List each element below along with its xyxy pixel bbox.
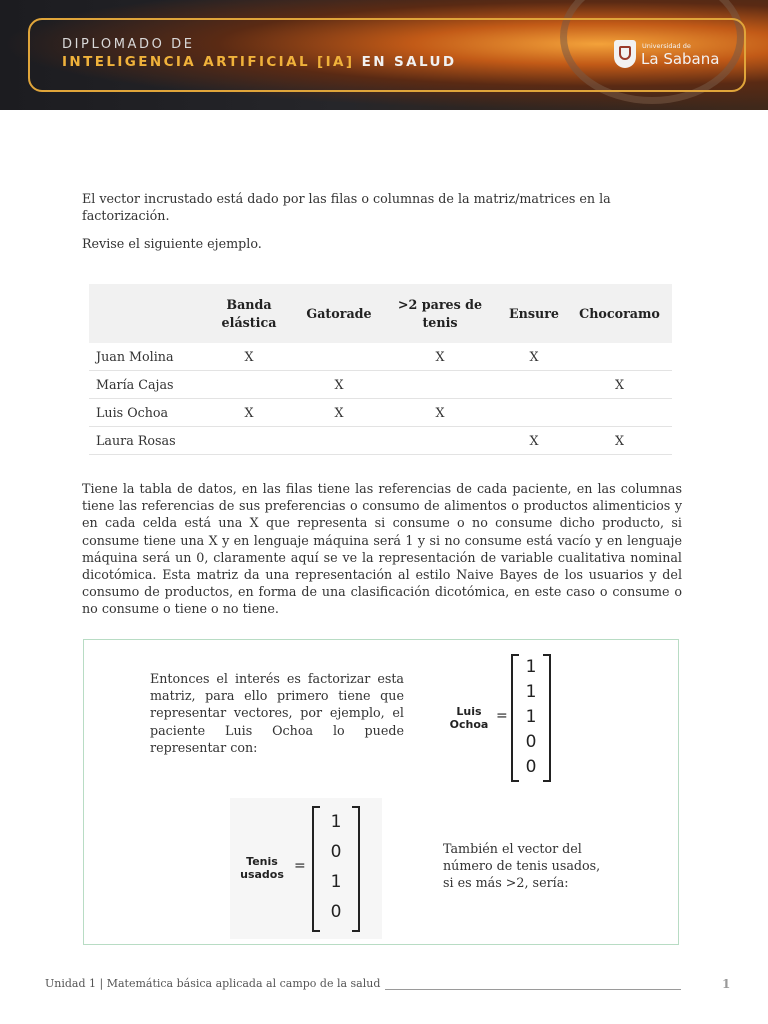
table-row: [89, 371, 672, 399]
vector-label-line2: Ochoa: [449, 718, 489, 731]
patient-name: María Cajas: [89, 371, 199, 399]
table-header-cell: Chocoramo: [567, 284, 672, 343]
banner-title-line2: [62, 54, 456, 70]
box-text-tenis: También el vector del número de tenis usados, si es más >2, sería:: [443, 841, 601, 891]
equals-sign: =: [294, 858, 306, 874]
consumption-table: [89, 284, 672, 455]
table-cell: [567, 343, 672, 371]
footer-divider: [385, 989, 681, 990]
tenis-usados-vector: [234, 806, 374, 934]
example-box: [83, 639, 679, 945]
page-number: 1: [722, 977, 731, 991]
vector-value: 0: [330, 902, 342, 922]
banner-title-line1: DIPLOMADO DE: [62, 37, 195, 52]
table-cell: X: [379, 399, 501, 427]
logo-big-text: La Sabana: [641, 50, 720, 68]
table-cell: X: [567, 427, 672, 455]
vector-label: [234, 855, 290, 881]
left-bracket: [312, 806, 320, 932]
vector-value: 1: [330, 812, 342, 832]
explanation-paragraph: Tiene la tabla de datos, en las filas tiene las referencias de cada paciente, en las columnas tiene las referencias de sus preferencias o consumo de alimentos o productos alimenticios y en cada celda está una X que representa si consume o no consume dicho producto, si consume tiene una X y en lenguaje máquina será 1 y si no consume está vacío y en lenguaje máquina será un 0, claramente aquí se ve la representación de variable cualitativa nominal dicotómica. Esta matriz da una representación al estilo Naive Bayes de los usuarios y del consumo de productos, en forma de una clasificación dicotómica, en este caso o consume o no consume o tiene o no tiene.: [82, 481, 682, 617]
vector-value: 1: [525, 657, 537, 677]
table-cell: X: [501, 427, 567, 455]
footer-unit-title: Unidad 1 | Matemática básica aplicada al campo de la salud: [45, 977, 381, 990]
table-cell: [501, 371, 567, 399]
table-cell: X: [199, 399, 299, 427]
patient-name: Juan Molina: [89, 343, 199, 371]
table-cell: [501, 399, 567, 427]
table-cell: X: [199, 343, 299, 371]
right-bracket: [352, 806, 360, 932]
table-cell: X: [299, 371, 379, 399]
intro-paragraph: El vector incrustado está dado por las filas o columnas de la matriz/matrices en la factorización.: [82, 191, 611, 223]
logo-small-text: Universidad de: [642, 42, 691, 50]
banner-title-highlight: INTELIGENCIA ARTIFICIAL [IA]: [62, 54, 355, 70]
vector-label-line1: Luis: [456, 705, 482, 718]
table-header-cell: Gatorade: [299, 284, 379, 343]
table-cell: X: [567, 371, 672, 399]
patient-name: Luis Ochoa: [89, 399, 199, 427]
table-cell: [379, 371, 501, 399]
box-text-factorize: Entonces el interés es factorizar esta matriz, para ello primero tiene que representar vectores, por ejemplo, el paciente Luis Ochoa lo puede representar con:: [150, 671, 404, 755]
table-header-cell: >2 pares de tenis: [379, 284, 501, 343]
left-bracket: [511, 654, 519, 782]
table-cell: [199, 427, 299, 455]
table-row: [89, 399, 672, 427]
vector-value: 0: [330, 842, 342, 862]
vector-value: 0: [525, 732, 537, 752]
table-cell: X: [501, 343, 567, 371]
vector-label-line2: usados: [240, 868, 284, 881]
table-header-cell: Banda elástica: [199, 284, 299, 343]
table-row: [89, 343, 672, 371]
equals-sign: =: [496, 708, 508, 724]
table-row: [89, 427, 672, 455]
table-cell: X: [379, 343, 501, 371]
vector-value: 1: [525, 707, 537, 727]
vector-value: 1: [330, 872, 342, 892]
shield-icon: [614, 40, 636, 68]
banner-title-suffix: EN SALUD: [361, 54, 457, 70]
table-header-cell: [89, 284, 199, 343]
vector-value: 1: [525, 682, 537, 702]
vector-value: 0: [525, 757, 537, 777]
table-cell: X: [299, 399, 379, 427]
table-header-row: [89, 284, 672, 343]
table-cell: [299, 343, 379, 371]
university-logo: [614, 40, 744, 72]
header-banner: [0, 0, 768, 110]
vector-label: [444, 705, 494, 731]
table-cell: [199, 371, 299, 399]
table-header-cell: Ensure: [501, 284, 567, 343]
right-bracket: [543, 654, 551, 782]
example-prompt: Revise el siguiente ejemplo.: [82, 236, 262, 251]
table-cell: [299, 427, 379, 455]
table-cell: [567, 399, 672, 427]
table-cell: [379, 427, 501, 455]
patient-name: Laura Rosas: [89, 427, 199, 455]
vector-label-line1: Tenis: [246, 855, 278, 868]
luis-ochoa-vector: [444, 654, 564, 786]
